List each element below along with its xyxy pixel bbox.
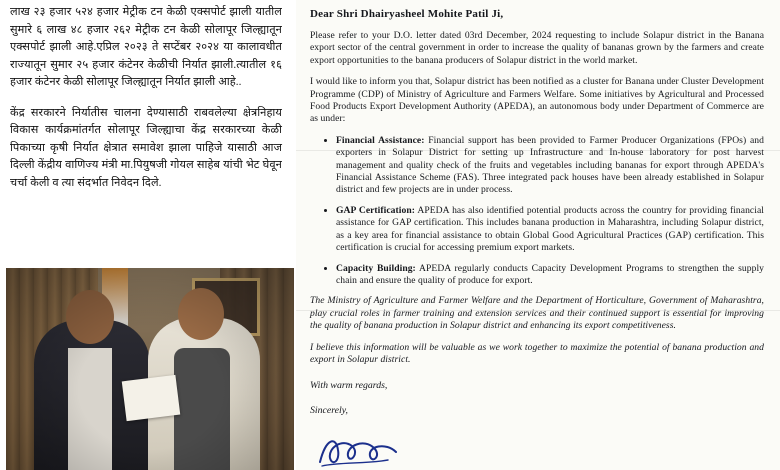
letter-document (296, 0, 780, 470)
letter-closing-paragraph-2: I believe this information will be valuable as we work together to maximize the potential of banana production and export in Solapur district. (310, 341, 764, 365)
letter-bullet-list (310, 135, 764, 287)
list-item (336, 205, 764, 255)
bullet-title-financial-assistance: Financial Assistance: (336, 134, 425, 146)
list-item (336, 135, 764, 197)
marathi-paragraph-2: केंद्र सरकारने निर्यातीस चालना देण्यासाठी राबवलेल्या क्षेत्रनिहाय विकास कार्यक्रमांतर्गत सोलापूर जिल्ह्याचा केंद्र सरकारच्या केळी पिकाच्या कृषी निर्यात क्षेत्रात समावेश झाला पाहिजे यासाठी आज दिल्ली केंद्रीय वाणिज्य मंत्री मा.पियुषजी गोयल साहेब यांची भेट घेवून चर्चा केली व त्या संदर्भात निवेदन दिले. (10, 106, 282, 189)
meeting-photo (6, 268, 294, 470)
signature-mark (316, 432, 406, 470)
bullet-text-capacity-building: APEDA regularly conducts Capacity Development Programs to strengthen the supply chain and ensure the quality of produce for export. (336, 262, 764, 286)
list-item (336, 263, 764, 288)
bullet-title-capacity-building: Capacity Building: (336, 262, 416, 274)
left-column (0, 0, 296, 470)
bullet-text-gap-certification: APEDA has also identified potential products across the country for providing financial assistance for GAP certification. This includes banana production in Maharashtra, including Solapur district, as a key area for financial assistance to obtain Global Good Agricultural Practices (GAP) certification. This certification is crucial for accessing premium export markets. (336, 204, 764, 254)
letter-salutation: Dear Shri Dhairyasheel Mohite Patil Ji, (310, 8, 504, 20)
paper-fold-line-1 (296, 150, 780, 151)
marathi-article (0, 0, 296, 192)
letter-paragraph-1: Please refer to your D.O. letter dated 03rd December, 2024 requesting to include Solapur district in the Banana export sector of the central government in order to increase the quality of bananas grown by the farmers and create export opportunities to the banana producers of Solapur district in the world market. (310, 30, 764, 66)
marathi-paragraph-1: लाख २३ हजार ५२४ हजार मेट्रीक टन केळी एक्सपोर्ट झाली यातील सुमारे ६ लाख ४८ हजार २६२ मेट्रीक टन केळी सोलापूर जिल्ह्यातून एक्सपोर्ट झाली आहे.एप्रिल २०२३ ते सप्टेंबर २०२४ या कालावधीत राज्यातून सुमार २५ हजार कंटेनर केळीची निर्यात झाली.त्यातील १६ हजार कंटेनर केळी सोलापूर जिल्ह्यातून निर्यात झाली आहे.. (10, 6, 282, 88)
photo-vignette (6, 268, 294, 470)
letter-closing-paragraph-1: The Ministry of Agriculture and Farmer Welfare and the Department of Horticulture, Government of Maharashtra, play crucial roles in farmer training and extension services and their continued support is essential for improving the quality of banana production in Solapur district and enhancing its export competitiveness. (310, 295, 764, 332)
letter-sincerely: Sincerely, (310, 405, 348, 417)
letter-paragraph-2: I would like to inform you that, Solapur district has been notified as a cluster for Banana under Cluster Development Programme (CDP) of Ministry of Agriculture and Farmers Welfare. Some initiatives by Agricultural and Processed Food Products Export Development Authority (APEDA), an autonomous body under Department of Commerce are as under: (310, 76, 764, 125)
letter-sign-off-block (310, 378, 764, 418)
bullet-title-gap-certification: GAP Certification: (336, 204, 415, 216)
bullet-text-financial-assistance: Financial support has been provided to Farmer Producer Organizations (FPOs) and exporters in Solapur District for setting up Infrastructure and In-house laboratory for post harvest management and quality check of the fruits and vegetables including bananas for export through APEDA's Financial Assistance Scheme (FAS). Three integrated pack houses have been already established in Solapur district and few projects are in under process. (336, 134, 764, 196)
letter-regards: With warm regards, (310, 380, 388, 392)
paper-fold-line-2 (296, 310, 780, 311)
